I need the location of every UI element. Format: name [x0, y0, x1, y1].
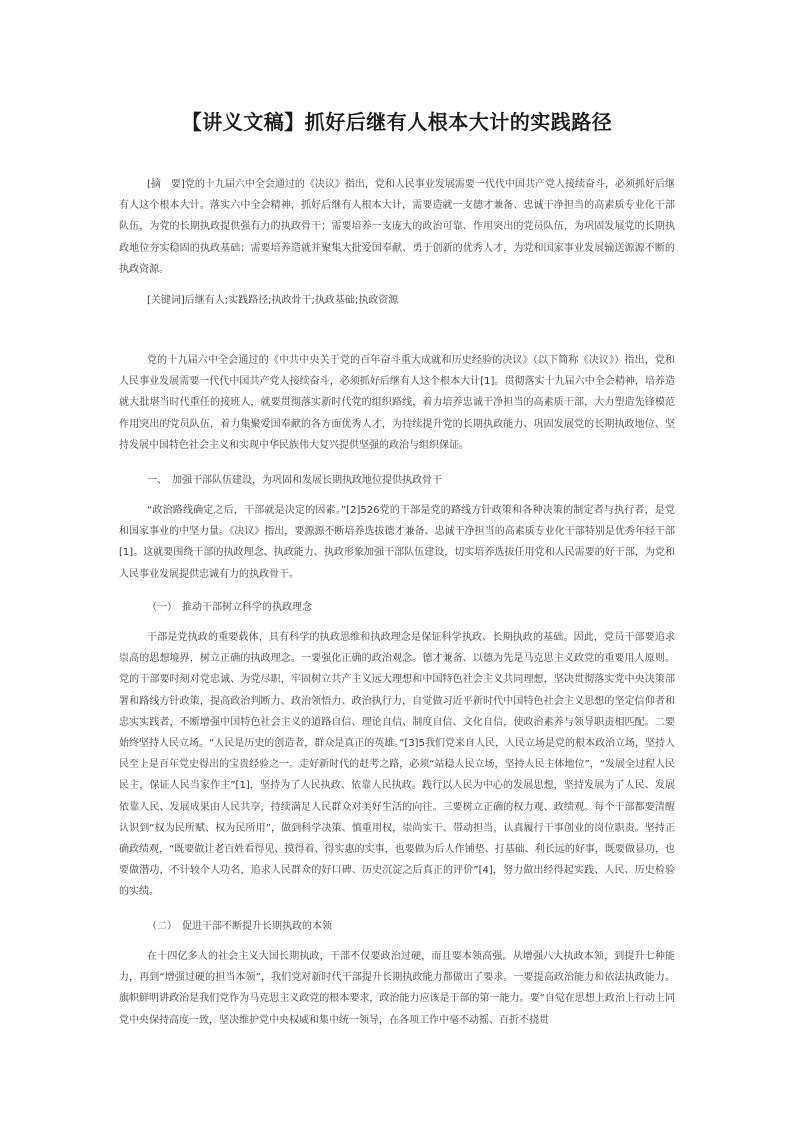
document-title: 【讲义文稿】抓好后继有人根本大计的实践路径 — [181, 110, 613, 134]
subsection-2-heading: （二） 促进干部不断提升长期执政的本领 — [147, 921, 332, 932]
intro-paragraph: 党的十九届六中全会通过的《中共中央关于党的百年奋斗重大成就和历史经验的决议》（以下简称《决议》）指出，党和人民事业发展需要一代代中国共产党人接续奋斗，必须抓好后继有人这个根本大计[1]。贯彻落实十九届六中全会精神，培养造就大批堪当时代重任的接班人，就要贯彻落实新时代党的组织路线，着力培养忠诚干净担当的高素质干部，大力塑造先锋模范作用突出的党员队伍，着力集聚爱国奉献的各方面优秀人才，为持续提升党的长期执政能力、巩固发展党的长期执政地位、坚持发展中国特色社会主义和实现中华民族伟大复兴提供坚强的政治与组织保证。 — [119, 355, 675, 451]
section-1-paragraph: “政治路线确定之后，干部就是决定的因素。”[2]526党的干部是党的路线方针政策和各种决策的制定者与执行者，是党和国家事业的中坚力量。《决议》指出，要源源不断培养选拔德才兼备、忠诚干净担当的高素质专业化干部特别是优秀年轻干部[1]。这就要围绕干部的执政理念、执政能力、执政形象加强干部队伍建设，切实培养选拔任用党和人民需要的好干部，为党和人民事业发展提供忠诚有力的执政骨干。 — [119, 505, 675, 580]
subsection-1-paragraph: 干部是党执政的重要载体，具有科学的执政思维和执政理念是保证科学执政、长期执政的基础。因此，党员干部要追求崇高的思想境界，树立正确的执政理念。一要强化正确的政治观念。德才兼备、以德为先是马克思主义政党的重要用人原则。党的干部要时刻对党忠诚、为党尽职，牢固树立共产主义远大理想和中国特色社会主义共同理想，坚决贯彻落实党中央决策部署和路线方针政策，提高政治判断力、政治领悟力、政治执行力，自觉做习近平新时代中国特色社会主义思想的坚定信仰者和忠实实践者，不断增强中国特色社会主义的道路自信、理论自信、制度自信、文化自信，使政治素养与领导职责相匹配。二要始终坚持人民立场。“人民是历史的创造者，群众是真正的英雄。”[3]5我们党来自人民，人民立场是党的根本政治立场，坚持人民至上是百年党史得出的宝贵经验之一。走好新时代的赶考之路，必须“站稳人民立场，坚持人民主体地位”，“发展全过程人民民主，保证人民当家作主”[1]，坚持为了人民执政、依靠人民执政。践行以人民为中心的发展思想，坚持发展为了人民、发展依靠人民、发展成果由人民共享，持续满足人民群众对美好生活的向往。三要树立正确的权力观、政绩观。每个干部都要清醒认识到“权为民所赋、权为民所用”，做到科学决策、慎重用权，崇尚实干、带动担当，认真履行干事创业的岗位职责。坚持正确政绩观，“既要做让老百姓看得见、摸得着、得实惠的实事，也要做为后人作铺垫、打基础、利长远的好事，既要做显功，也要做潜功，不计较个人功名，追求人民群众的好口碑、历史沉淀之后真正的评价”[4]，努力做出经得起实践、人民、历史检验的实绩。 — [119, 632, 675, 898]
section-1-heading: 一、 加强干部队伍建设，为巩固和发展长期执政地位提供执政骨干 — [147, 475, 442, 486]
abstract-paragraph: [摘 要]党的十九届六中全会通过的《决议》指出，党和人民事业发展需要一代代中国共产党人接续奋斗，必须抓好后继有人这个根本大计。落实六中全会精神，抓好后继有人根本大计，需要造就一支德才兼备、忠诚干净担当的高素质专业化干部队伍，为党的长期执政提供强有力的执政骨干；需要培养一支庞大的政治可靠、作用突出的党员队伍，为巩固发展党的长期执政地位夯实稳固的执政基础；需要培养造就并聚集大批爱国奉献、勇于创新的优秀人才，为党和国家事业发展输送源源不断的执政资源。 — [119, 179, 675, 275]
subsection-2-paragraph: 在十四亿多人的社会主义大国长期执政，干部不仅要政治过硬，而且要本领高强。从增强八大执政本领，到提升七种能力，再到“增强过硬的担当本领”，我们党对新时代干部提升长期执政能力都做出了要求。一要提高政治能力和依法执政能力。旗帜鲜明讲政治是我们党作为马克思主义政党的根本要求，政治能力应该是干部的第一能力。要“自觉在思想上政治上行动上同党中央保持高度一致，坚决维护党中央权威和集中统一领导，在各项工作中毫不动摇、百折不挠贯 — [119, 951, 675, 1026]
subsection-1-heading: （一） 推动干部树立科学的执政理念 — [147, 602, 312, 613]
keywords-paragraph: [关键词]后继有人;实践路径;执政骨干;执政基础;执政资源 — [147, 295, 399, 306]
